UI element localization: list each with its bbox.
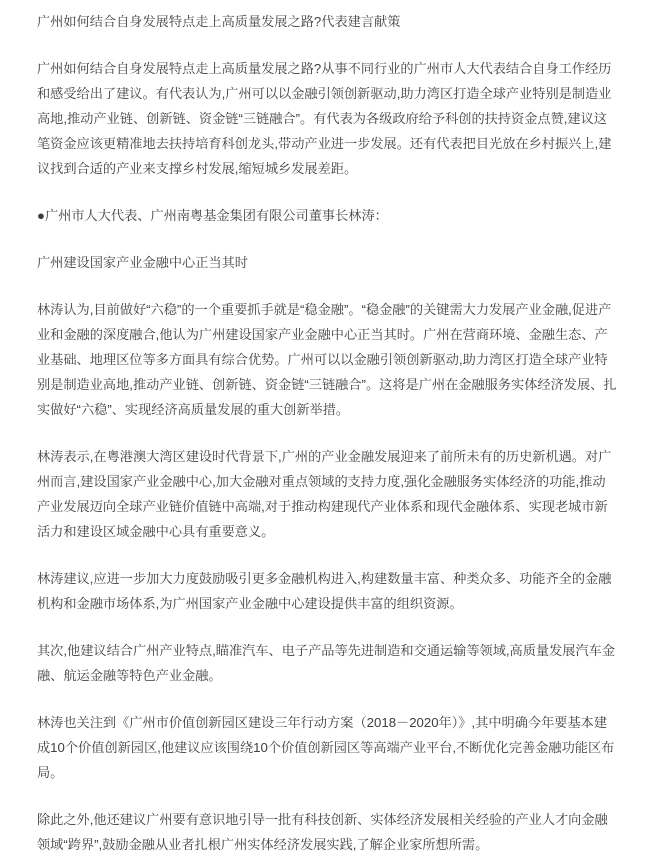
intro-paragraph: 广州如何结合自身发展特点走上高质量发展之路?从事不同行业的广州市人大代表结合自身工作经历和感受给出了建议。有代表认为,广州可以以金融引领创新驱动,助力湾区打造全球产业特别是制造业高地,推动产业链、创新链、资金链“三链融合”。有代表为各级政府给予科创的扶持资金点赞,建议这笔资金应该更精准地去扶持培育科创龙头,带动产业进一步发展。还有代表把目光放在乡村振兴上,建议找到合适的产业来支撑乡村发展,缩短城乡发展差距。: [37, 61, 612, 176]
paragraph-3: 林涛建议,应进一步加大力度鼓励吸引更多金融机构进入,构建数量丰富、种类众多、功能齐全的金融机构和金融市场体系,为广州国家产业金融中心建设提供丰富的组织资源。: [37, 571, 612, 611]
paragraph-5: 林涛也关注到《广州市价值创新园区建设三年行动方案（2018－2020年）》,其中明确今年要基本建成10个价值创新园区,他建议应该围绕10个价值创新园区等高端产业平台,不断优化完善金融功能区布局。: [37, 715, 615, 780]
article-title: 广州如何结合自身发展特点走上高质量发展之路?代表建言献策: [37, 14, 401, 29]
paragraph-6: 除此之外,他还建议广州要有意识地引导一批有科技创新、实体经济发展相关经验的产业人才向金融领域“跨界”,鼓励金融从业者扎根广州实体经济发展实践,了解企业家所想所需。: [37, 812, 608, 852]
paragraph-1: 林涛认为,目前做好“六稳”的一个重要抓手就是“稳金融”。“稳金融”的关键需大力发展产业金融,促进产业和金融的深度融合,他认为广州建设国家产业金融中心正当其时。广州在营商环境、金融生态、产业基础、地理区位等多方面具有综合优势。广州可以以金融引领创新驱动,助力湾区打造全球产业特别是制造业高地,推动产业链、创新链、资金链“三链融合”。这将是广州在金融服务实体经济发展、扎实做好“六稳”、实现经济高质量发展的重大创新举措。: [37, 302, 617, 417]
paragraph-2: 林涛表示,在粤港澳大湾区建设时代背景下,广州的产业金融发展迎来了前所未有的历史新机遇。对广州而言,建设国家产业金融中心,加大金融对重点领域的支持力度,强化金融服务实体经济的功能,推动产业发展迈向全球产业链价值链中高端,对于推动构建现代产业体系和现代金融体系、实现老城市新活力和建设区域金融中心具有重要意义。: [37, 449, 612, 539]
bullet-icon: ●: [37, 208, 45, 223]
section-subtitle: 广州建设国家产业金融中心正当其时: [37, 255, 248, 270]
paragraph-4: 其次,他建议结合广州产业特点,瞄准汽车、电子产品等先进制造和交通运输等领域,高质量发展汽车金融、航运金融等特色产业金融。: [37, 643, 616, 683]
speaker-line: [37, 203, 617, 228]
speaker-name: 广州市人大代表、广州南粤基金集团有限公司董事长林涛：: [44, 208, 388, 223]
